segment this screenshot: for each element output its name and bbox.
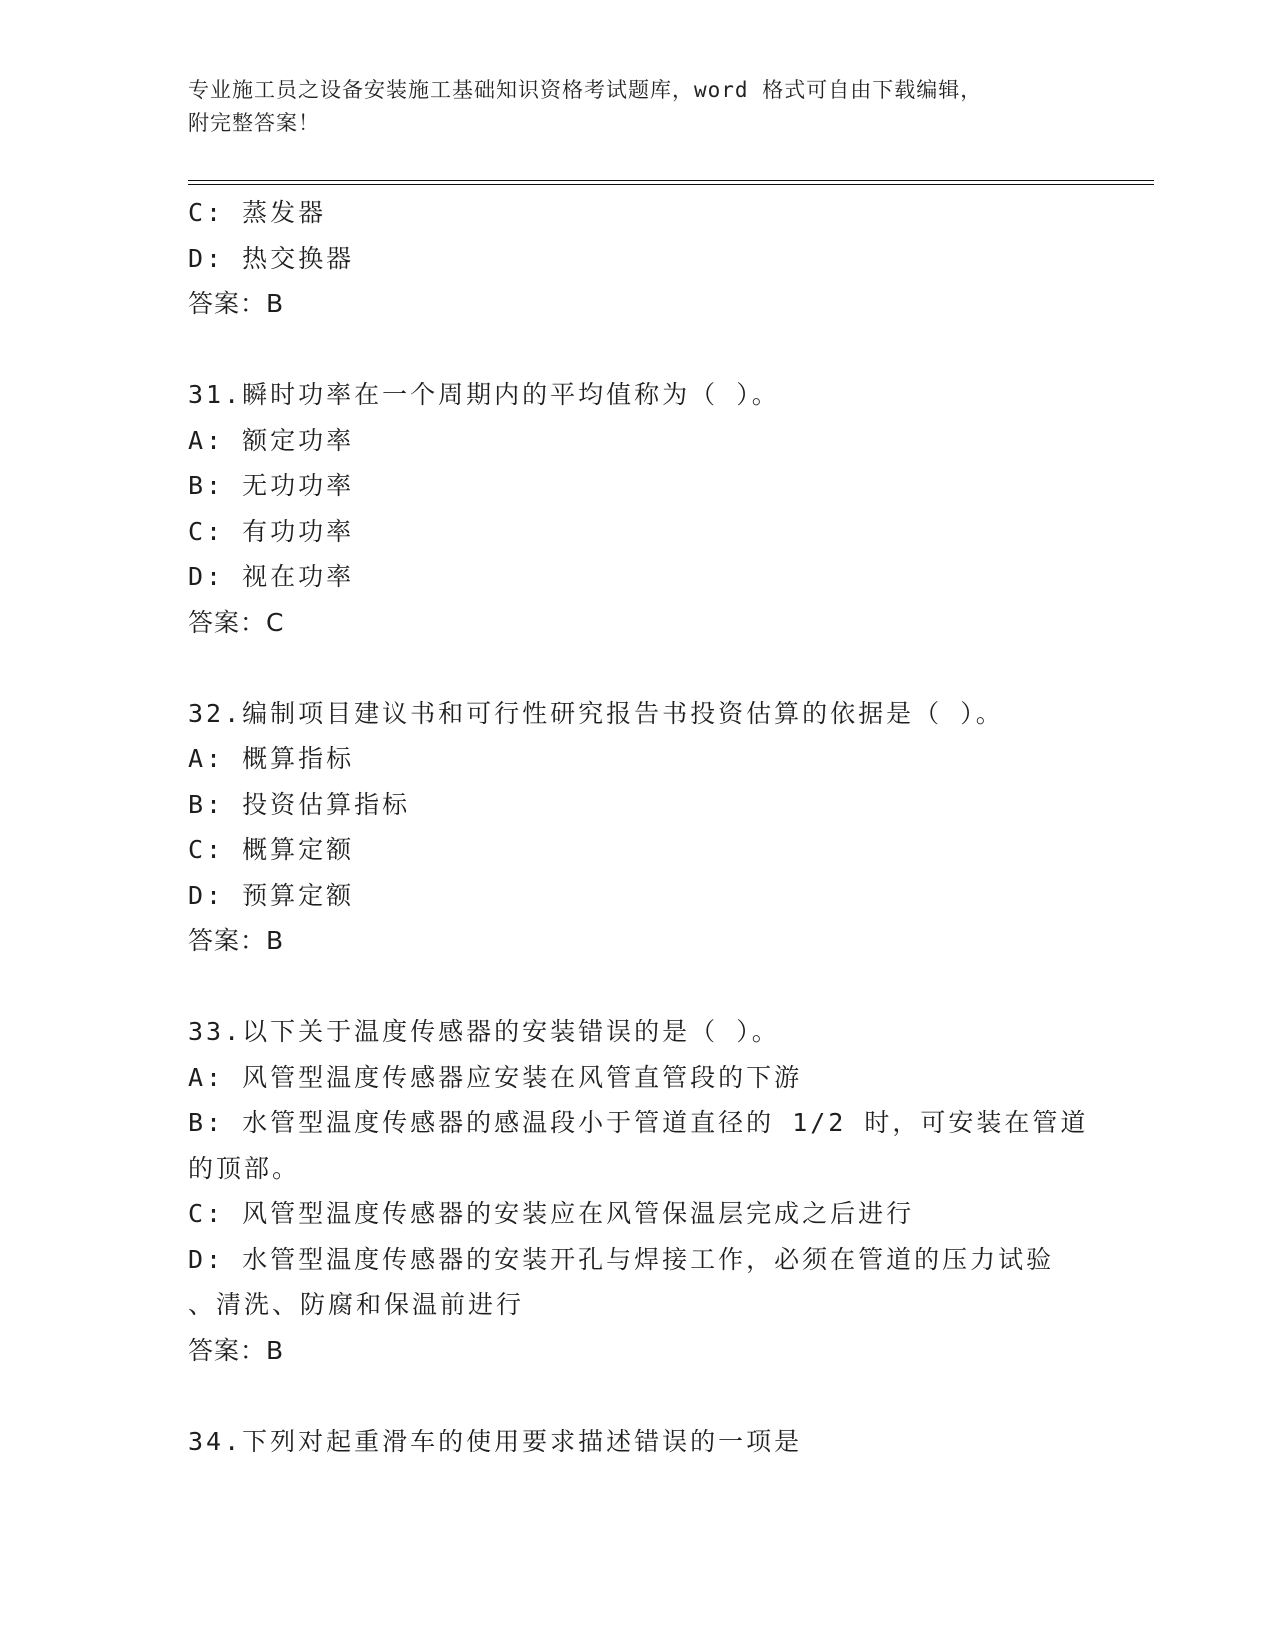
question-stem: 31.瞬时功率在一个周期内的平均值称为（ ）。 bbox=[188, 380, 780, 409]
spacer bbox=[188, 327, 1088, 373]
option-c: C: 有功功率 bbox=[188, 516, 355, 546]
question-stem: 32.编制项目建议书和可行性研究报告书投资估算的依据是（ ）。 bbox=[188, 698, 1004, 728]
spacer bbox=[188, 964, 1088, 1010]
option-c: C: 蒸发器 bbox=[188, 198, 327, 227]
option-b-continued: 的顶部。 bbox=[188, 1153, 301, 1183]
option-d: D: 预算定额 bbox=[188, 880, 355, 910]
answer-line: 答案：B bbox=[188, 926, 285, 955]
question-31 bbox=[188, 372, 1088, 645]
option-a: A: 风管型温度传感器应安装在风管直管段的下游 bbox=[188, 1062, 803, 1092]
document-header bbox=[188, 74, 1088, 140]
spacer bbox=[188, 645, 1088, 691]
option-b: B: 水管型温度传感器的感温段小于管道直径的 1/2 时，可安装在管道 bbox=[188, 1108, 1089, 1137]
question-stem: 34.下列对起重滑车的使用要求描述错误的一项是 bbox=[188, 1426, 803, 1456]
option-d-continued: 、清洗、防腐和保温前进行 bbox=[188, 1290, 525, 1319]
option-d: D: 视在功率 bbox=[188, 562, 355, 591]
option-d: D: 热交换器 bbox=[188, 243, 355, 273]
option-b: B: 无功功率 bbox=[188, 471, 355, 500]
answer-line: 答案：B bbox=[188, 289, 285, 318]
option-d: D: 水管型温度传感器的安装开孔与焊接工作，必须在管道的压力试验 bbox=[188, 1244, 1055, 1274]
question-34 bbox=[188, 1419, 1088, 1465]
answer-line: 答案：C bbox=[188, 607, 285, 637]
option-c: C: 概算定额 bbox=[188, 835, 355, 864]
question-32 bbox=[188, 691, 1088, 964]
header-divider-bottom bbox=[188, 184, 1154, 185]
question-list bbox=[188, 190, 1088, 1464]
question-33 bbox=[188, 1009, 1088, 1373]
option-c: C: 风管型温度传感器的安装应在风管保温层完成之后进行 bbox=[188, 1199, 915, 1228]
question-stem: 33.以下关于温度传感器的安装错误的是（ ）。 bbox=[188, 1017, 780, 1046]
answer-line: 答案：B bbox=[188, 1335, 285, 1365]
option-a: A: 额定功率 bbox=[188, 425, 355, 455]
header-title-line-2: 附完整答案！ bbox=[188, 111, 320, 135]
header-divider-top bbox=[188, 180, 1154, 181]
option-a: A: 概算指标 bbox=[188, 744, 355, 773]
spacer bbox=[188, 1373, 1088, 1419]
question-30-continued bbox=[188, 190, 1088, 327]
header-title-line-1: 专业施工员之设备安装施工基础知识资格考试题库，word 格式可自由下载编辑， bbox=[188, 78, 983, 102]
option-b: B: 投资估算指标 bbox=[188, 789, 411, 819]
